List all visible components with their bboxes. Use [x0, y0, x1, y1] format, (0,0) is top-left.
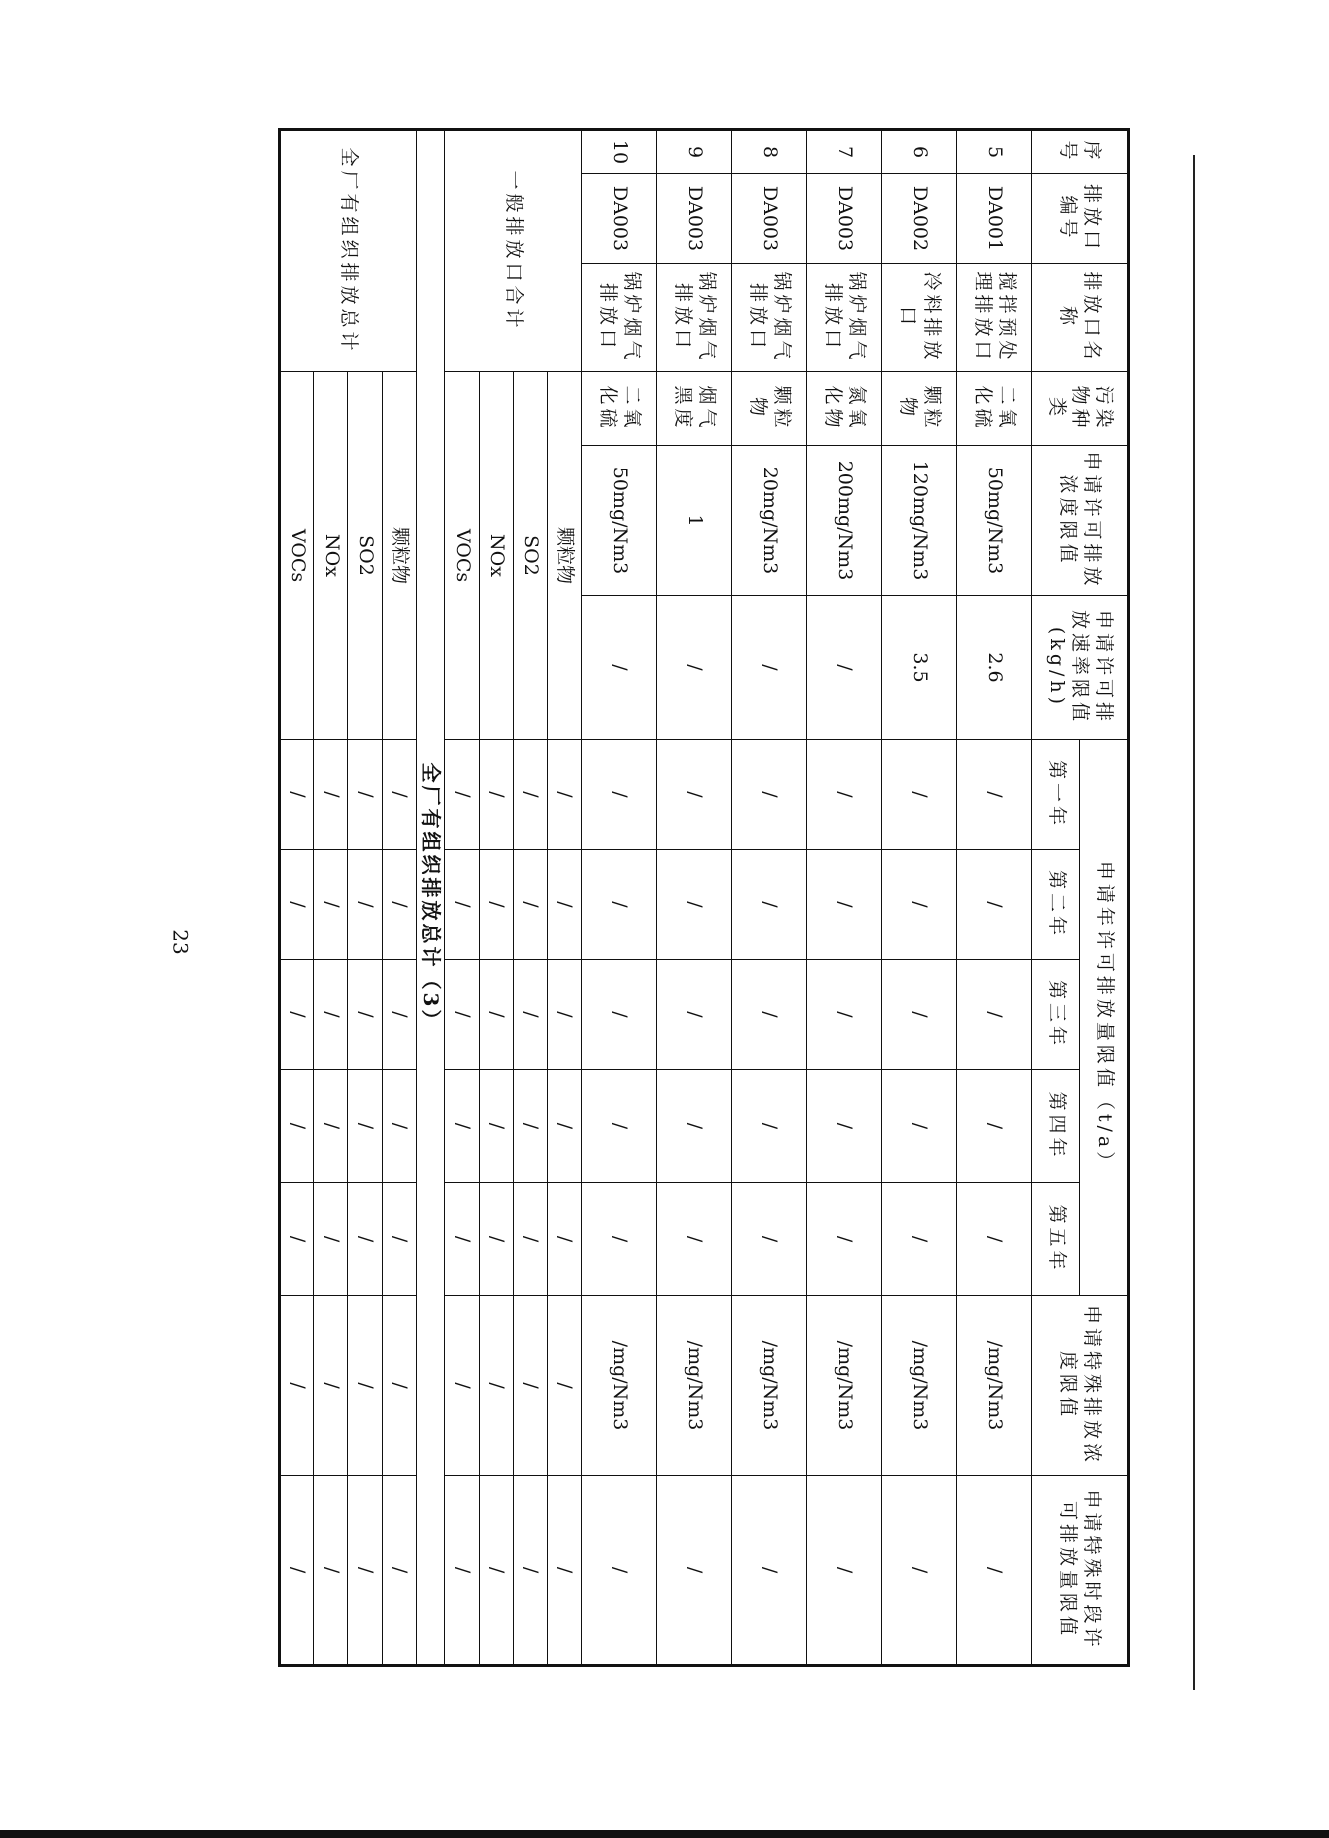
cell-total-y3: / [314, 960, 348, 1070]
cell-y3: / [957, 960, 1032, 1070]
cell-total-special-period: / [280, 1476, 314, 1666]
cell-conc-limit: 200mg/Nm3 [807, 446, 882, 596]
plant-total-banner-row [416, 130, 445, 1666]
cell-special-period: / [807, 1476, 882, 1666]
cell-total-special-period: / [513, 1476, 547, 1666]
cell-total-y2: / [280, 850, 314, 960]
cell-y4: / [957, 1070, 1032, 1183]
cell-special-period: / [732, 1476, 807, 1666]
cell-total-pollutant: VOCs [445, 372, 479, 740]
cell-total-y3: / [513, 960, 547, 1070]
cell-outlet-name: 搅拌预处理排放口 [957, 264, 1032, 372]
cell-total-pollutant: 颗粒物 [382, 372, 416, 740]
cell-total-y5: / [445, 1183, 479, 1296]
header-annual-group: 申请年许可排放量限值（t/a） [1080, 740, 1129, 1296]
cell-total-special-conc: / [382, 1296, 416, 1476]
cell-total-y4: / [314, 1070, 348, 1183]
cell-total-special-period: / [548, 1476, 582, 1666]
cell-total-y5: / [348, 1183, 382, 1296]
cell-pollutant: 颗粒物 [732, 372, 807, 446]
cell-total-y1: / [314, 740, 348, 850]
cell-total-special-period: / [382, 1476, 416, 1666]
cell-y2: / [732, 850, 807, 960]
header-special-conc: 申请特殊排放浓度限值 [1032, 1296, 1129, 1476]
cell-y2: / [882, 850, 957, 960]
cell-y5: / [657, 1183, 732, 1296]
cell-total-y2: / [479, 850, 513, 960]
cell-total-special-conc: / [280, 1296, 314, 1476]
header-row [1080, 130, 1129, 1666]
cell-total-y3: / [348, 960, 382, 1070]
cell-y5: / [732, 1183, 807, 1296]
cell-total-y4: / [280, 1070, 314, 1183]
cell-total-pollutant: NOx [479, 372, 513, 740]
cell-y5: / [582, 1183, 657, 1296]
header-year4: 第四年 [1032, 1070, 1081, 1183]
cell-total-y2: / [314, 850, 348, 960]
cell-outlet-name: 锅炉烟气排放口 [807, 264, 882, 372]
cell-total-y4: / [445, 1070, 479, 1183]
cell-total-y1: / [280, 740, 314, 850]
cell-conc-limit: 1 [657, 446, 732, 596]
cell-total-special-period: / [479, 1476, 513, 1666]
cell-total-y3: / [548, 960, 582, 1070]
cell-y4: / [882, 1070, 957, 1183]
cell-conc-limit: 120mg/Nm3 [882, 446, 957, 596]
header-rate-limit: 申请许可排放速率限值(kg/h) [1032, 596, 1129, 740]
cell-outlet-id: DA001 [957, 174, 1032, 264]
header-year2: 第二年 [1032, 850, 1081, 960]
cell-total-y4: / [513, 1070, 547, 1183]
cell-total-pollutant: VOCs [280, 372, 314, 740]
cell-conc-limit: 50mg/Nm3 [957, 446, 1032, 596]
cell-outlet-id: DA003 [657, 174, 732, 264]
cell-total-y3: / [445, 960, 479, 1070]
cell-outlet-id: DA002 [882, 174, 957, 264]
cell-total-special-conc: / [479, 1296, 513, 1476]
cell-total-y4: / [348, 1070, 382, 1183]
header-outlet-name: 排放口名称 [1032, 264, 1129, 372]
table-row [582, 130, 657, 1666]
cell-total-special-conc: / [314, 1296, 348, 1476]
cell-outlet-id: DA003 [582, 174, 657, 264]
header-pollutant: 污染物种类 [1032, 372, 1129, 446]
cell-outlet-name: 锅炉烟气排放口 [657, 264, 732, 372]
cell-total-pollutant: NOx [314, 372, 348, 740]
cell-y3: / [807, 960, 882, 1070]
table-row [957, 130, 1032, 1666]
cell-y3: / [882, 960, 957, 1070]
cell-rate-limit: / [732, 596, 807, 740]
cell-y5: / [957, 1183, 1032, 1296]
table-row [807, 130, 882, 1666]
cell-total-y5: / [548, 1183, 582, 1296]
cell-outlet-name: 冷料排放口 [882, 264, 957, 372]
cell-total-y2: / [445, 850, 479, 960]
cell-total-y1: / [479, 740, 513, 850]
cell-total-y4: / [548, 1070, 582, 1183]
cell-pollutant: 二氧化硫 [957, 372, 1032, 446]
cell-outlet-id: DA003 [807, 174, 882, 264]
cell-seq: 8 [732, 130, 807, 174]
cell-total-special-period: / [314, 1476, 348, 1666]
cell-y2: / [807, 850, 882, 960]
cell-special-conc: /mg/Nm3 [732, 1296, 807, 1476]
cell-seq: 5 [957, 130, 1032, 174]
cell-special-conc: /mg/Nm3 [657, 1296, 732, 1476]
cell-total-y2: / [382, 850, 416, 960]
general-total-row [548, 130, 582, 1666]
header-year3: 第三年 [1032, 960, 1081, 1070]
cell-total-y2: / [548, 850, 582, 960]
cell-y2: / [657, 850, 732, 960]
cell-y2: / [957, 850, 1032, 960]
table-row [732, 130, 807, 1666]
cell-total-special-period: / [348, 1476, 382, 1666]
cell-special-conc: /mg/Nm3 [582, 1296, 657, 1476]
cell-total-y1: / [382, 740, 416, 850]
cell-y4: / [732, 1070, 807, 1183]
page-number: 23 [168, 929, 193, 955]
cell-special-period: / [582, 1476, 657, 1666]
cell-special-conc: /mg/Nm3 [957, 1296, 1032, 1476]
cell-pollutant: 二氧化硫 [582, 372, 657, 446]
cell-total-y3: / [280, 960, 314, 1070]
cell-total-pollutant: SO2 [348, 372, 382, 740]
cell-y3: / [582, 960, 657, 1070]
cell-special-conc: /mg/Nm3 [882, 1296, 957, 1476]
cell-y1: / [657, 740, 732, 850]
cell-rate-limit: / [657, 596, 732, 740]
cell-total-y5: / [280, 1183, 314, 1296]
cell-total-special-conc: / [513, 1296, 547, 1476]
cell-rate-limit: / [807, 596, 882, 740]
cell-outlet-name: 锅炉烟气排放口 [732, 264, 807, 372]
bottom-edge-bar [0, 1830, 1329, 1838]
cell-seq: 7 [807, 130, 882, 174]
cell-seq: 10 [582, 130, 657, 174]
cell-total-y5: / [479, 1183, 513, 1296]
header-conc-limit: 申请许可排放浓度限值 [1032, 446, 1129, 596]
cell-total-special-period: / [445, 1476, 479, 1666]
cell-total-y1: / [348, 740, 382, 850]
plant-total-banner: 全厂有组织排放总计（3） [416, 130, 445, 1666]
cell-seq: 6 [882, 130, 957, 174]
cell-pollutant: 烟气黑度 [657, 372, 732, 446]
cell-y4: / [657, 1070, 732, 1183]
cell-total-y5: / [513, 1183, 547, 1296]
cell-special-conc: /mg/Nm3 [807, 1296, 882, 1476]
header-seq: 序号 [1032, 130, 1129, 174]
header-year5: 第五年 [1032, 1183, 1081, 1296]
cell-rate-limit: 2.6 [957, 596, 1032, 740]
cell-total-y3: / [479, 960, 513, 1070]
table-row [882, 130, 957, 1666]
header-year1: 第一年 [1032, 740, 1081, 850]
header-outlet-id: 排放口编号 [1032, 174, 1129, 264]
cell-y3: / [732, 960, 807, 1070]
cell-y5: / [882, 1183, 957, 1296]
cell-pollutant: 颗粒物 [882, 372, 957, 446]
cell-rate-limit: 3.5 [882, 596, 957, 740]
cell-special-period: / [882, 1476, 957, 1666]
general-total-label: 一般排放口合计 [445, 130, 582, 372]
cell-y1: / [732, 740, 807, 850]
cell-outlet-name: 锅炉烟气排放口 [582, 264, 657, 372]
cell-total-y1: / [445, 740, 479, 850]
cell-total-y5: / [314, 1183, 348, 1296]
table-body [280, 130, 1129, 1666]
cell-y1: / [882, 740, 957, 850]
cell-conc-limit: 50mg/Nm3 [582, 446, 657, 596]
plant-total-row [382, 130, 416, 1666]
cell-special-period: / [657, 1476, 732, 1666]
cell-y1: / [957, 740, 1032, 850]
cell-total-special-conc: / [548, 1296, 582, 1476]
cell-rate-limit: / [582, 596, 657, 740]
rotated-table-wrapper [278, 128, 1130, 1664]
cell-total-y5: / [382, 1183, 416, 1296]
cell-total-pollutant: 颗粒物 [548, 372, 582, 740]
cell-y4: / [582, 1070, 657, 1183]
margin-rule [1193, 155, 1195, 1690]
emission-limits-table [278, 128, 1130, 1667]
cell-y1: / [582, 740, 657, 850]
cell-y5: / [807, 1183, 882, 1296]
cell-total-y4: / [382, 1070, 416, 1183]
cell-total-y1: / [513, 740, 547, 850]
cell-special-period: / [957, 1476, 1032, 1666]
cell-total-pollutant: SO2 [513, 372, 547, 740]
cell-total-y4: / [479, 1070, 513, 1183]
cell-total-y2: / [348, 850, 382, 960]
cell-y3: / [657, 960, 732, 1070]
cell-total-y2: / [513, 850, 547, 960]
cell-total-special-conc: / [348, 1296, 382, 1476]
cell-total-y3: / [382, 960, 416, 1070]
cell-total-special-conc: / [445, 1296, 479, 1476]
cell-y1: / [807, 740, 882, 850]
cell-total-y1: / [548, 740, 582, 850]
cell-y4: / [807, 1070, 882, 1183]
cell-seq: 9 [657, 130, 732, 174]
cell-pollutant: 氮氧化物 [807, 372, 882, 446]
cell-y2: / [582, 850, 657, 960]
table-row [657, 130, 732, 1666]
cell-outlet-id: DA003 [732, 174, 807, 264]
cell-conc-limit: 20mg/Nm3 [732, 446, 807, 596]
plant-total-label: 全厂有组织排放总计 [280, 130, 417, 372]
header-special-period: 申请特殊时段许可排放量限值 [1032, 1476, 1129, 1666]
